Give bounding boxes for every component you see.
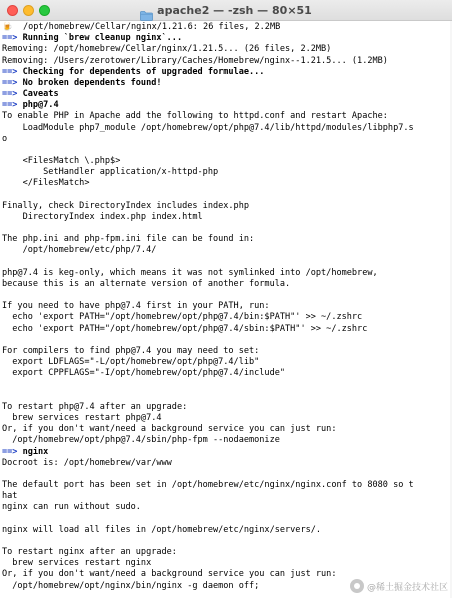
watermark-text: @稀土掘金技术社区 (366, 582, 448, 593)
terminal-text: Running `brew cleanup nginx`... (17, 33, 183, 44)
terminal-text: Checking for dependents of upgraded formulae... (17, 66, 265, 77)
terminal-line (2, 67, 450, 78)
terminal-line (2, 178, 450, 189)
terminal-text: export CPPFLAGS="-I/opt/homebrew/opt/php@7.4/include" (2, 368, 286, 379)
terminal-line (2, 346, 450, 357)
terminal-text: Or, if you don't want/need a background service you can just run: (2, 569, 337, 580)
terminal-text: To restart php@7.4 after an upgrade: (2, 401, 188, 412)
terminal-text: nginx can run without sudo. (2, 502, 141, 513)
terminal-line (2, 234, 450, 245)
terminal-line (2, 424, 450, 435)
terminal-line (2, 257, 450, 268)
terminal-line (2, 279, 450, 290)
terminal-text: export LDFLAGS="-L/opt/homebrew/opt/php@7.4/lib" (2, 357, 260, 368)
terminal-line (2, 33, 450, 44)
terminal-text: echo 'export PATH="/opt/homebrew/opt/php@7.4/sbin:$PATH"' >> ~/.zshrc (2, 323, 368, 334)
terminal-line (2, 190, 450, 201)
title-bar[interactable] (0, 0, 452, 21)
terminal-text: echo 'export PATH="/opt/homebrew/opt/php@7.4/bin:$PATH"' >> ~/.zshrc (2, 312, 363, 323)
terminal-line (2, 290, 450, 301)
terminal-text: 🍺 (2, 22, 13, 32)
terminal-text: Finally, check DirectoryIndex includes index.php (2, 200, 249, 211)
terminal-text: /opt/homebrew/opt/php@7.4/sbin/php-fpm --nodaemonize (2, 435, 280, 446)
terminal-line (2, 391, 450, 402)
terminal-text: DirectoryIndex index.php index.html (2, 211, 203, 222)
terminal-text: LoadModule php7_module /opt/homebrew/opt/php@7.4/lib/httpd/modules/libphp7.s (2, 122, 414, 133)
terminal-line (2, 368, 450, 379)
terminal-text: php@7.4 (17, 100, 59, 111)
window-title: apache2 — -zsh — 80×51 (157, 4, 312, 17)
terminal-text: Docroot is: /opt/homebrew/var/www (2, 457, 172, 468)
terminal-text: </FilesMatch> (2, 178, 90, 189)
terminal-output[interactable] (0, 21, 452, 598)
terminal-line (2, 413, 450, 424)
terminal-text: brew services restart php@7.4 (2, 413, 162, 424)
terminal-line (2, 44, 450, 55)
terminal-line (2, 469, 450, 480)
terminal-text: To enable PHP in Apache add the following to httpd.conf and restart Apache: (2, 111, 388, 122)
terminal-line (2, 357, 450, 368)
terminal-text: o (2, 133, 8, 144)
terminal-line (2, 223, 450, 234)
window-title-wrap (0, 0, 452, 21)
watermark (350, 579, 448, 593)
terminal-line (2, 134, 450, 145)
terminal-line (2, 123, 450, 134)
terminal-line (2, 56, 450, 67)
terminal-text: SetHandler application/x-httpd-php (2, 167, 219, 178)
terminal-line (2, 402, 450, 413)
terminal-text: /opt/homebrew/Cellar/nginx/1.21.6: 26 files, 2.2MB (12, 22, 281, 32)
terminal-text: No broken dependents found! (17, 77, 162, 88)
terminal-line (2, 301, 450, 312)
terminal-text: because this is an alternate version of another formula. (2, 278, 291, 289)
terminal-text: For compilers to find php@7.4 you may need to set: (2, 345, 260, 356)
terminal-line (2, 245, 450, 256)
juejin-logo (350, 579, 364, 593)
terminal-line (2, 458, 450, 469)
terminal-line (2, 201, 450, 212)
prompt-arrow: ==> (2, 66, 18, 77)
terminal-line (2, 502, 450, 513)
terminal-line (2, 324, 450, 335)
terminal-line (2, 525, 450, 536)
terminal-text: Removing: /opt/homebrew/Cellar/nginx/1.21.5... (26 files, 2.2MB) (2, 44, 332, 55)
terminal-text: Or, if you don't want/need a background service you can just run: (2, 424, 337, 435)
terminal-text: To restart nginx after an upgrade: (2, 547, 177, 558)
terminal-text: The default port has been set in /opt/homebrew/etc/nginx/nginx.conf to 8080 so t (2, 480, 414, 491)
terminal-line (2, 268, 450, 279)
prompt-arrow: ==> (2, 446, 18, 457)
terminal-text: If you need to have php@7.4 first in your PATH, run: (2, 301, 270, 312)
terminal-line (2, 558, 450, 569)
terminal-line (2, 156, 450, 167)
terminal-line (2, 447, 450, 458)
prompt-arrow: ==> (2, 77, 18, 88)
terminal-line (2, 480, 450, 491)
prompt-arrow: ==> (2, 89, 18, 100)
terminal-line (2, 312, 450, 323)
terminal-line (2, 380, 450, 391)
terminal-text: nginx will load all files in /opt/homebrew/etc/nginx/servers/. (2, 524, 322, 535)
terminal-line (2, 22, 450, 33)
terminal-line (2, 514, 450, 525)
terminal-line (2, 89, 450, 100)
terminal-text: php@7.4 is keg-only, which means it was not symlinked into /opt/homebrew, (2, 267, 378, 278)
terminal-line (2, 435, 450, 446)
terminal-line (2, 167, 450, 178)
terminal-text: <FilesMatch \.php$> (2, 156, 121, 167)
terminal-text: nginx (17, 446, 49, 457)
terminal-text: /opt/homebrew/etc/php/7.4/ (2, 245, 157, 256)
terminal-line (2, 335, 450, 346)
terminal-line (2, 78, 450, 89)
terminal-text: /opt/homebrew/opt/nginx/bin/nginx -g daemon off; (2, 580, 260, 591)
terminal-line (2, 100, 450, 111)
terminal-line (2, 212, 450, 223)
prompt-arrow: ==> (2, 33, 18, 44)
terminal-text: Removing: /Users/zerotower/Library/Caches/Homebrew/nginx--1.21.5... (1.2MB) (2, 55, 388, 66)
terminal-line (2, 111, 450, 122)
prompt-arrow: ==> (2, 100, 18, 111)
terminal-line (2, 491, 450, 502)
terminal-text: hat (2, 491, 18, 502)
terminal-line (2, 145, 450, 156)
terminal-text: Caveats (17, 89, 59, 100)
terminal-text: brew services restart nginx (2, 558, 152, 569)
terminal-line (2, 536, 450, 547)
terminal-text: The php.ini and php-fpm.ini file can be found in: (2, 234, 255, 245)
terminal-line (2, 547, 450, 558)
folder-icon (140, 6, 153, 16)
